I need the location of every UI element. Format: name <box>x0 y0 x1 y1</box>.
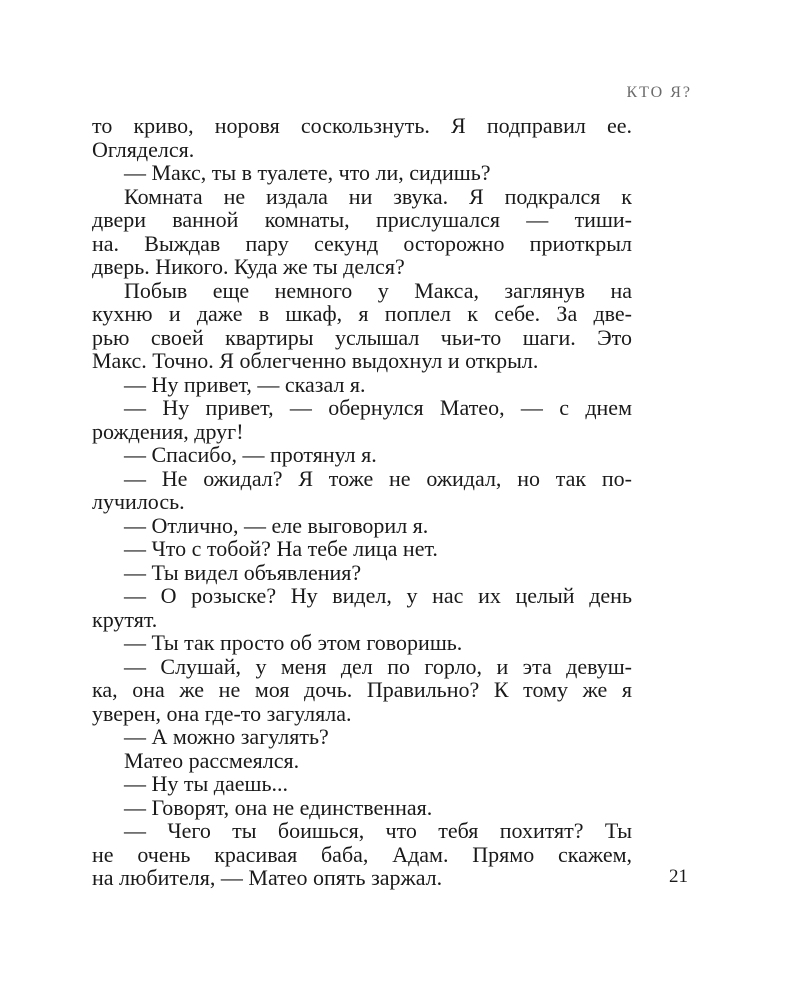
text-line: — Говорят, она не единственная. <box>124 794 433 820</box>
text-line: Комната не издала ни звука. Я подкрался к <box>124 183 632 209</box>
text-line: Матео рассмеялся. <box>124 747 300 773</box>
text-line: — О розыске? Ну видел, у нас их целый день <box>124 583 632 608</box>
text-line: ка, она же не моя дочь. Правильно? К тому же я <box>92 677 632 702</box>
text-line: на любителя, — Матео опять заржал. <box>92 865 443 890</box>
text-line: — Слушай, у меня дел по горло, и эта девуш- <box>124 653 632 679</box>
text-line: — Что с тобой? На тебе лица нет. <box>124 536 438 561</box>
text-line: — А можно загулять? <box>124 724 329 749</box>
page-number: 21 <box>669 866 688 887</box>
text-line: кухню и даже в шкаф, я поплел к себе. За две- <box>92 301 632 326</box>
text-line: дверь. Никого. Куда же ты делся? <box>92 254 405 279</box>
text-line: не очень красивая баба, Адам. Прямо скажем, <box>92 841 632 867</box>
text-line: уверен, она где-то загуляла. <box>92 700 352 726</box>
text-line: крутят. <box>92 606 158 632</box>
text-line: на. Выждав пару секунд осторожно приоткрыл <box>92 230 632 256</box>
text-line: то криво, норовя соскользнуть. Я подправил ее. <box>92 113 632 138</box>
text-line: рождения, друг! <box>92 418 244 444</box>
text-line: двери ванной комнаты, прислушался — тиши- <box>92 207 632 232</box>
text-line: — Ты видел объявления? <box>124 559 362 585</box>
text-line: Огляделся. <box>92 136 195 162</box>
text-line: — Отлично, — еле выговорил я. <box>124 512 429 538</box>
text-line: — Чего ты боишься, что тебя похитят? Ты <box>124 818 632 843</box>
text-line: — Ну привет, — сказал я. <box>124 371 366 397</box>
text-line: — Не ожидал? Я тоже не ожидал, но так по- <box>124 465 632 491</box>
text-line: лучилось. <box>92 489 185 514</box>
text-line: Макс. Точно. Я облегченно выдохнул и открыл. <box>92 348 539 373</box>
text-line: Побыв еще немного у Макса, заглянув на <box>124 277 632 303</box>
text-line: — Ты так просто об этом говоришь. <box>124 630 463 655</box>
text-line: — Ну привет, — обернулся Матео, — с днем <box>124 395 632 420</box>
text-line: — Макс, ты в туалете, что ли, сидишь? <box>124 160 491 185</box>
text-line: рью своей квартиры услышал чьи-то шаги. Это <box>92 324 632 350</box>
text-line: — Спасибо, — протянул я. <box>124 442 377 467</box>
body-text <box>92 114 632 890</box>
text-line: — Ну ты даешь... <box>124 771 288 796</box>
running-head: КТО Я? <box>626 84 692 101</box>
